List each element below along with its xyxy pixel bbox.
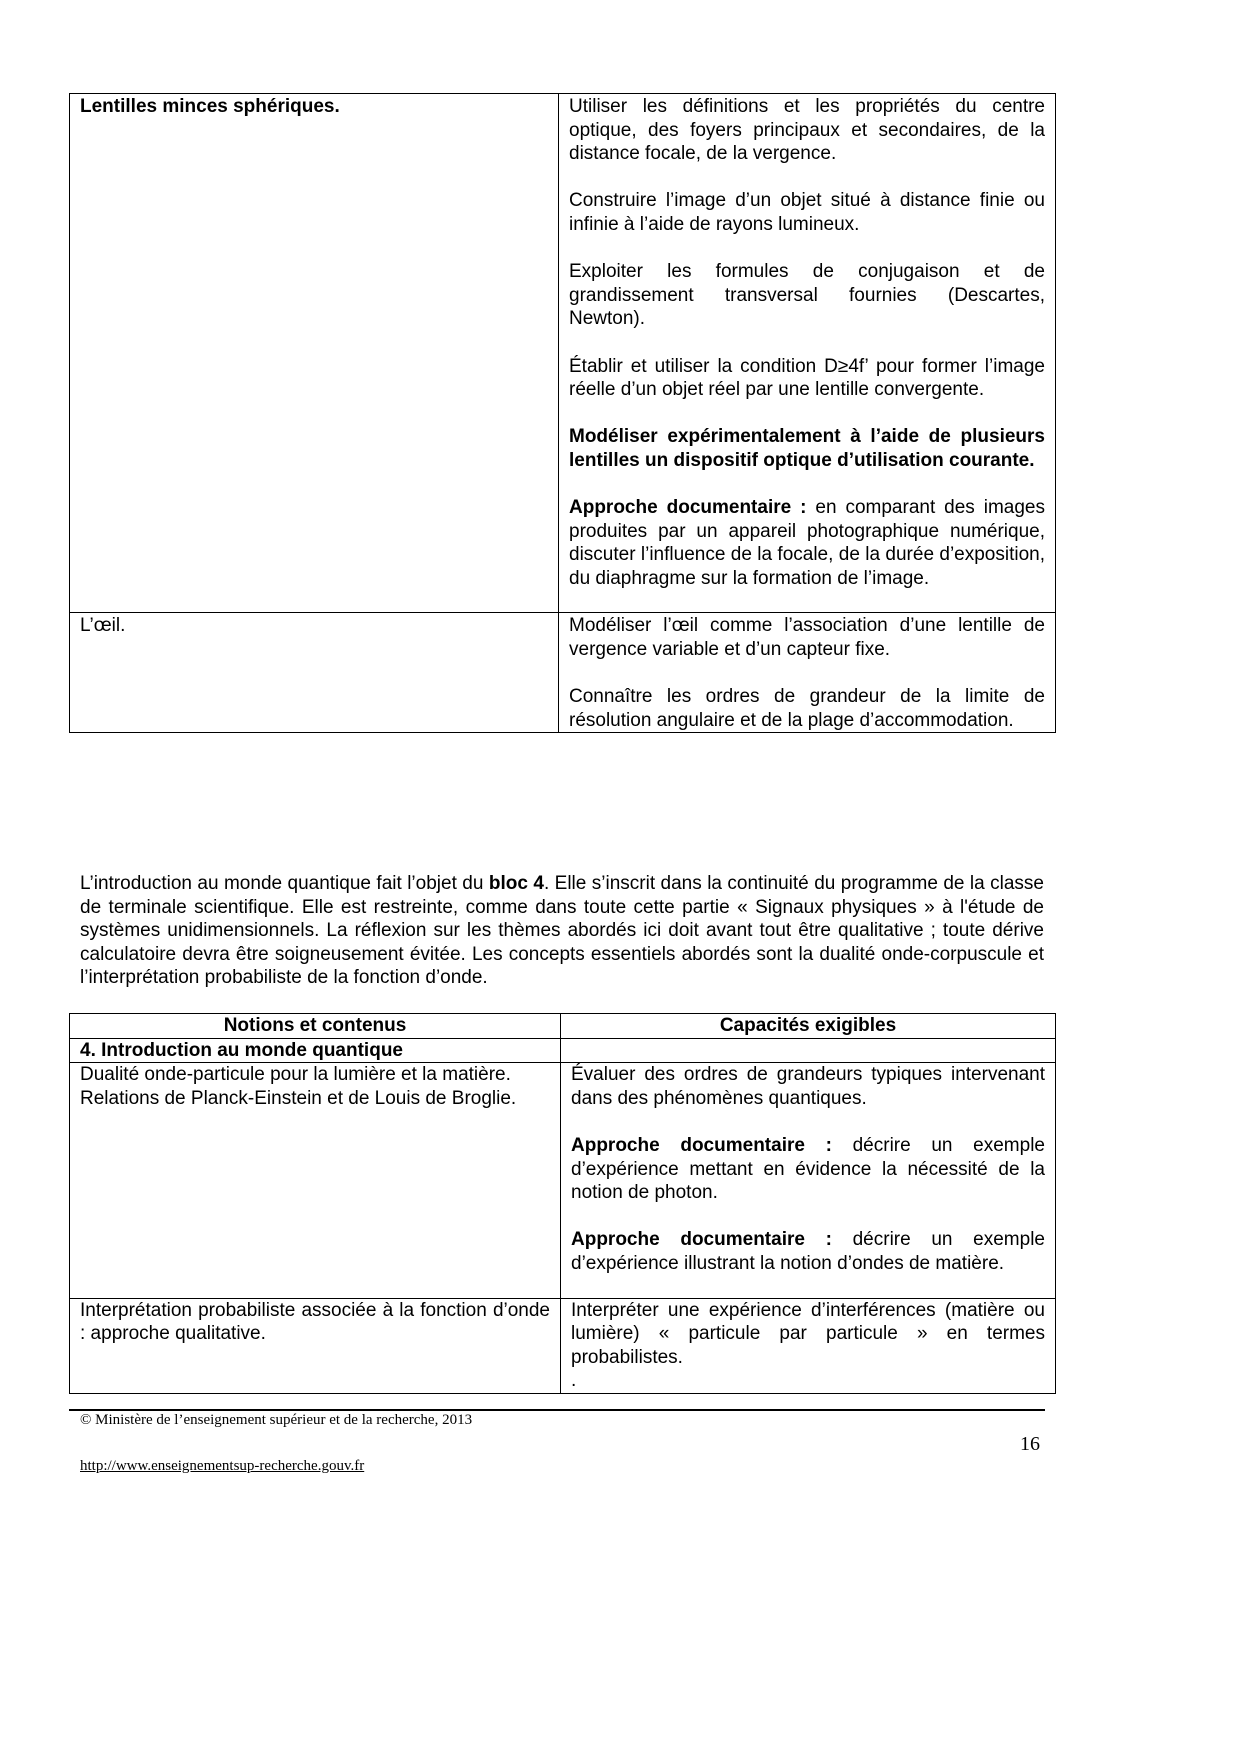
- empty-cell: [561, 1038, 1056, 1063]
- notion-cell: [70, 94, 559, 613]
- notion-cell: [70, 613, 559, 733]
- page-number: 16: [1020, 1433, 1040, 1455]
- intro-bold: bloc 4: [488, 873, 544, 894]
- quantum-program-table: [69, 1013, 1056, 1394]
- table-row: [70, 1063, 1056, 1298]
- approach-paragraph: [571, 1228, 1045, 1275]
- capacity-text: Modéliser l’œil comme l’association d’une lentille de vergence variable et d’un capteur fixe.: [569, 615, 1045, 661]
- notion-lentilles: Lentilles minces sphériques.: [80, 96, 340, 117]
- approach-text: décrire un exemple d’expérience illustrant la notion d’ondes de matière.: [571, 1229, 1045, 1274]
- approach-text: décrire un exemple d’expérience mettant en évidence la nécessité de la notion de photon.: [571, 1134, 1045, 1204]
- intro-text: L’introduction au monde quantique fait l’objet du: [80, 873, 489, 894]
- footer-divider: [69, 1409, 1045, 1411]
- intro-text: . Elle s’inscrit dans la continuité du programme de la classe de terminale scientifique. Elle est restreinte, comme dans toute cette partie « Signaux physiques » à l'étude de systèmes unidimensionnels. La réflexion sur les thèmes abordés ici doit avant tout être qualitative ; toute dérive calculatoire devra être soigneusement évitée. Les concepts essentiels abordés sont la dualité onde-corpuscule et l’interprétation probabiliste de la fonction d’onde.: [80, 873, 1044, 989]
- header-capacities: Capacités exigibles: [561, 1014, 1056, 1039]
- table-row: [70, 1298, 1056, 1393]
- footer-url-link[interactable]: http://www.enseignementsup-recherche.gouv.fr: [80, 1458, 365, 1474]
- capacity-text: Exploiter les formules de conjugaison et de grandissement transversal fournies (Descartes, Newton).: [569, 261, 1045, 330]
- capacity-text: Construire l’image d’un objet situé à distance finie ou infinie à l’aide de rayons lumineux.: [569, 190, 1045, 235]
- section-row: [70, 1038, 1056, 1063]
- capacity-text: Évaluer des ordres de grandeurs typiques intervenant dans des phénomènes quantiques.: [571, 1064, 1045, 1109]
- optics-program-table: [69, 93, 1056, 733]
- table-row: [70, 613, 1056, 733]
- approach-paragraph: [569, 496, 1045, 590]
- capacity-text: Utiliser les définitions et les propriétés du centre optique, des foyers principaux et secondaires, de la distance focale, de la vergence.: [569, 96, 1045, 165]
- capacity-text: Connaître les ordres de grandeur de la limite de résolution angulaire et de la plage d’accommodation.: [569, 686, 1045, 731]
- table-row: [70, 94, 1056, 613]
- capacities-cell: [559, 94, 1056, 613]
- capacities-cell: [559, 613, 1056, 733]
- notion-cell: [70, 1063, 561, 1298]
- section-title: 4. Introduction au monde quantique: [70, 1038, 561, 1063]
- approach-label: Approche documentaire :: [571, 1134, 832, 1156]
- notion-oeil: L’œil.: [80, 615, 126, 637]
- capacities-cell: [561, 1063, 1056, 1298]
- intro-paragraph: [80, 872, 1044, 990]
- capacity-text-bold: Modéliser expérimentalement à l’aide de plusieurs lentilles un dispositif optique d’utilisation courante.: [569, 426, 1045, 471]
- approach-label: Approche documentaire :: [569, 497, 807, 519]
- notion-interpretation: Interprétation probabiliste associée à la fonction d’onde : approche qualitative.: [80, 1299, 550, 1345]
- notion-cell: [70, 1298, 561, 1393]
- approach-text: en comparant des images produites par un appareil photographique numérique, discuter l’influence de la focale, de la durée d’exposition, du diaphragme sur la formation de l’image.: [569, 497, 1045, 589]
- footer-copyright: © Ministère de l’enseignement supérieur et de la recherche, 2013: [80, 1412, 473, 1428]
- capacity-text: Établir et utiliser la condition D≥4f’ pour former l’image réelle d’un objet réel par une lentille convergente.: [569, 355, 1045, 401]
- notion-dualite: Dualité onde-particule pour la lumière et la matière. Relations de Planck-Einstein et de Louis de Broglie.: [80, 1064, 517, 1109]
- approach-label: Approche documentaire :: [571, 1229, 832, 1251]
- approach-paragraph: [571, 1134, 1045, 1205]
- header-notions: Notions et contenus: [70, 1014, 561, 1039]
- trailing-dot: .: [571, 1370, 577, 1392]
- capacity-text: Interpréter une expérience d’interférences (matière ou lumière) « particule par particule » en termes probabilistes.: [571, 1299, 1045, 1368]
- capacities-cell: [561, 1298, 1056, 1393]
- table-header-row: [70, 1014, 1056, 1039]
